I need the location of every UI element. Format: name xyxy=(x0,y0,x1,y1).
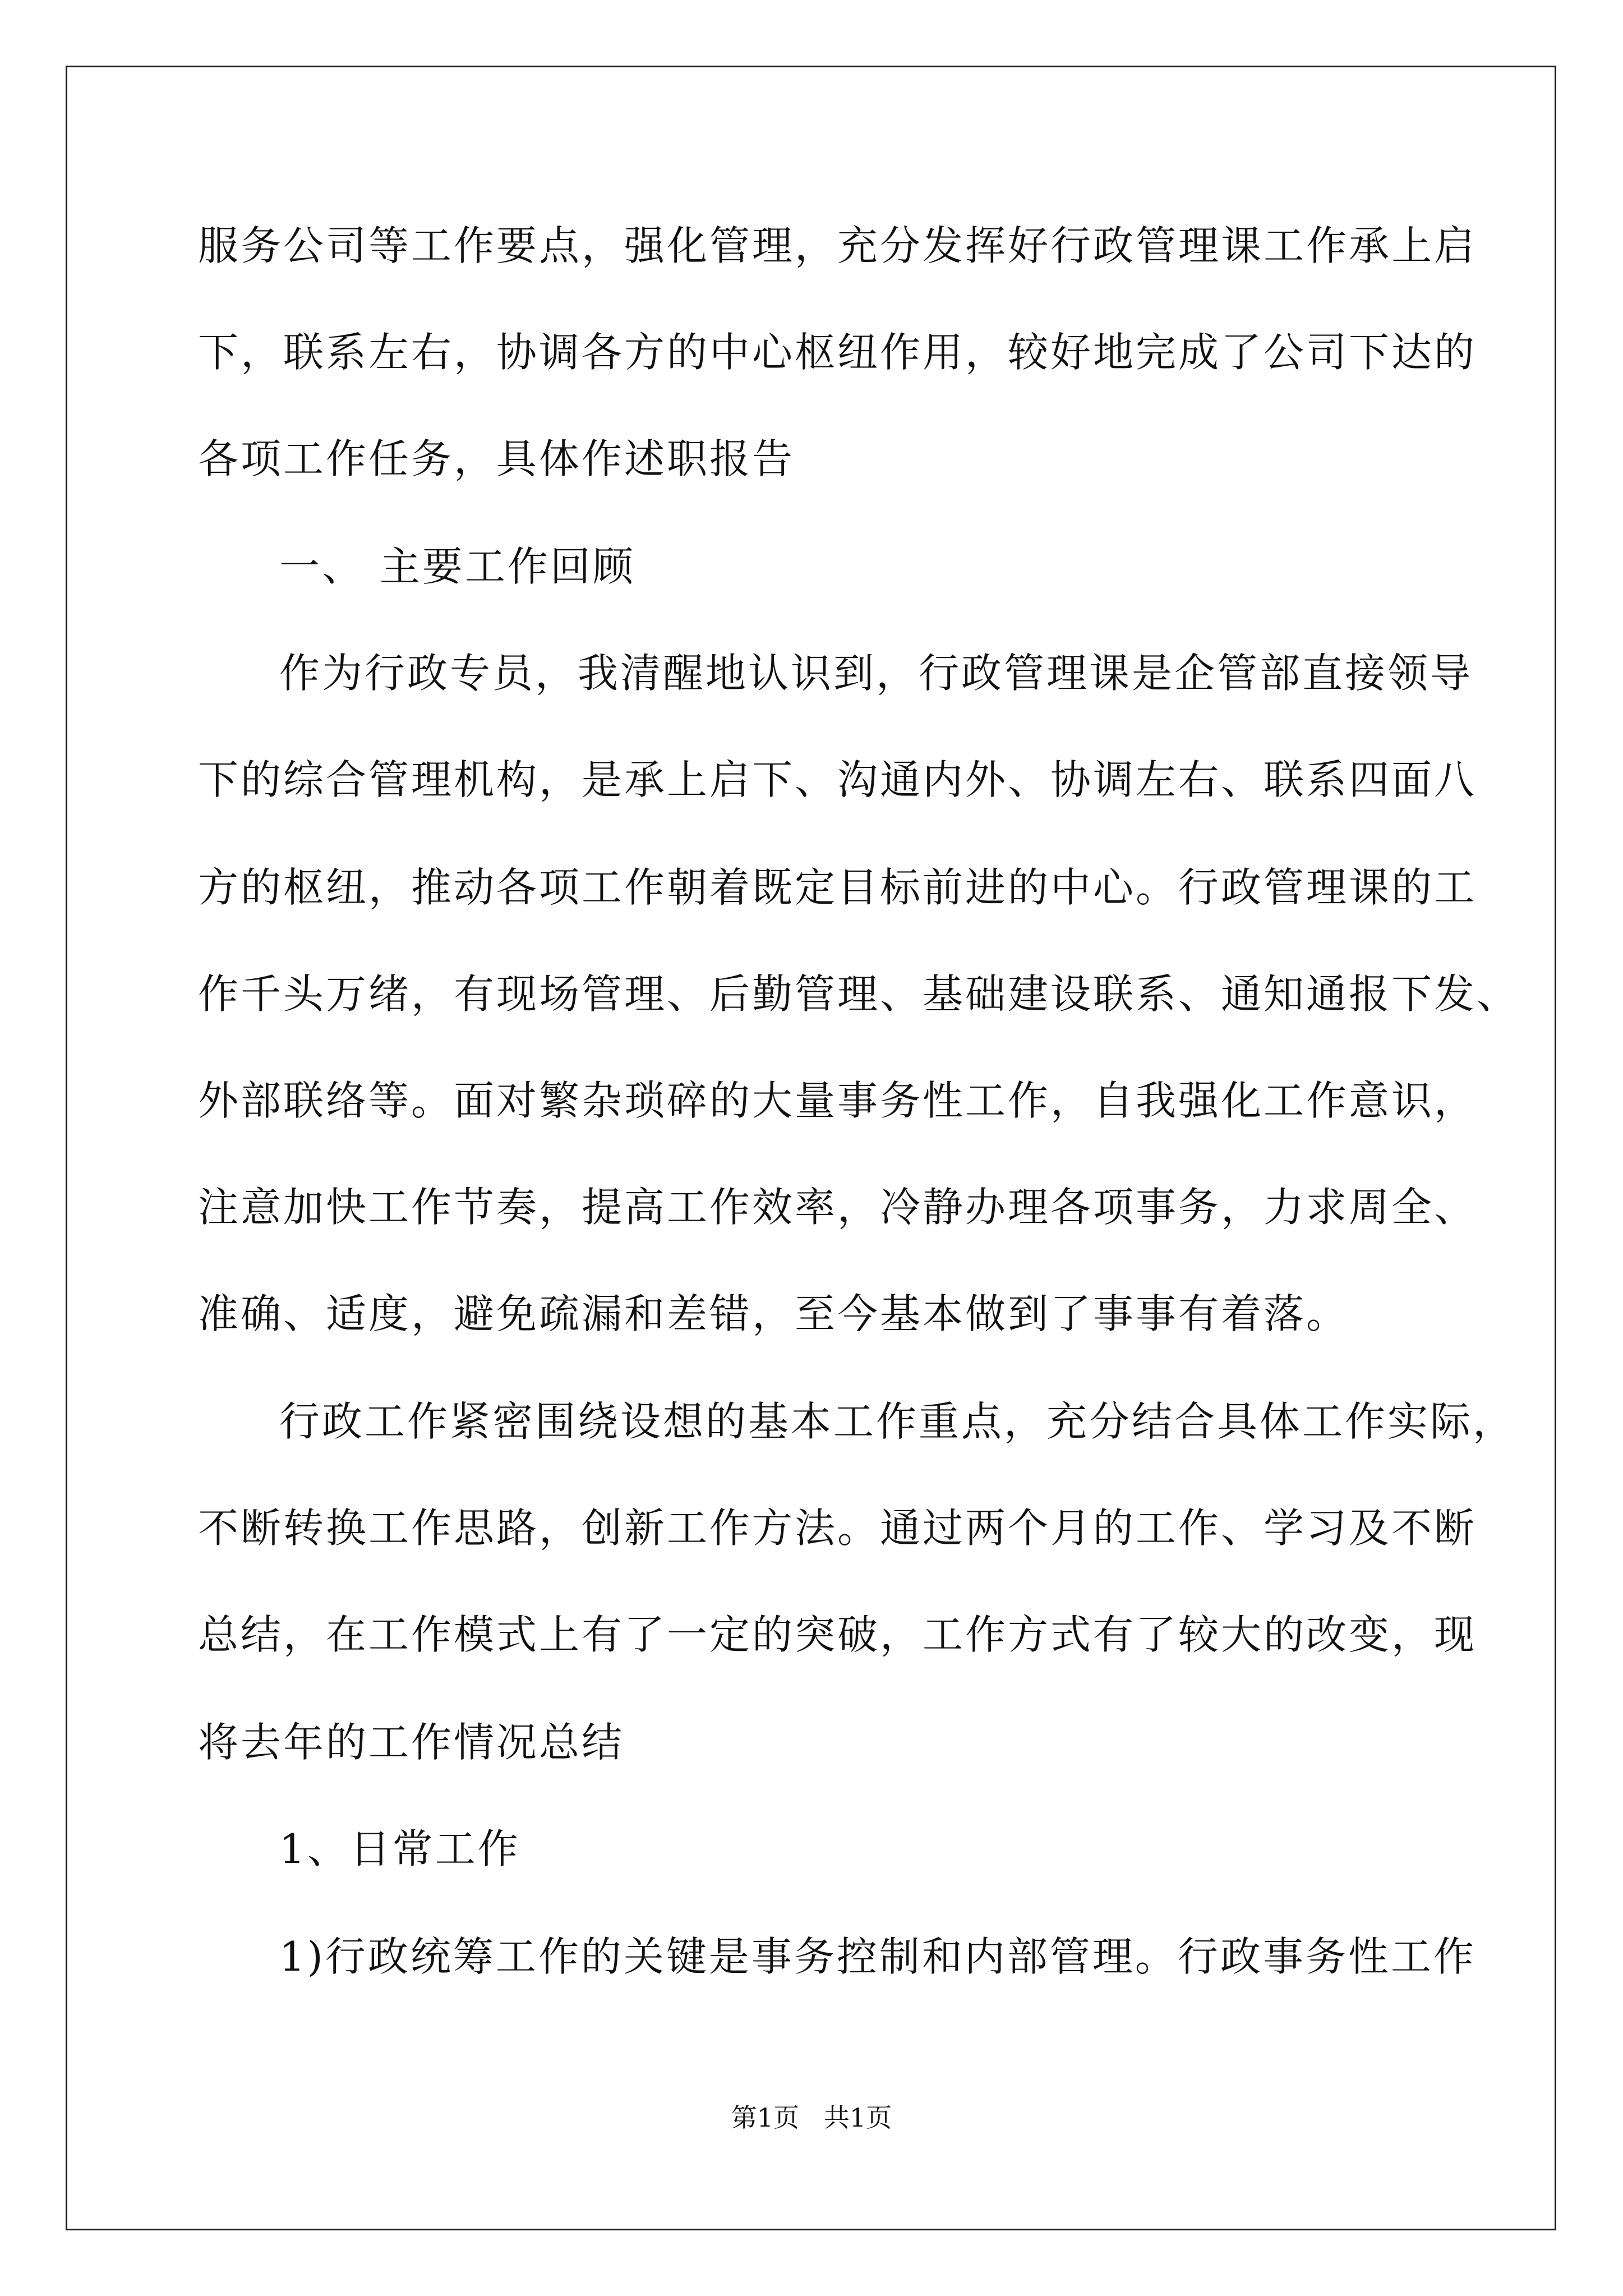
text-line: 下的综合管理机构，是承上启下、沟通内外、协调左右、联系四面八 xyxy=(198,756,1477,803)
text-line: 将去年的工作情况总结 xyxy=(198,1719,625,1766)
text-line: 作千头万绪，有现场管理、后勤管理、基础建设联系、通知通报下发、 xyxy=(198,970,1520,1018)
page-footer: 第1页 共1页 xyxy=(731,2102,892,2133)
text-line: 各项工作任务，具体作述职报告 xyxy=(198,435,795,482)
text-line: 准确、适度，避免疏漏和差错，至今基本做到了事事有着落。 xyxy=(198,1290,1349,1337)
text-line: 1)行政统筹工作的关键是事务控制和内部管理。行政事务性工作 xyxy=(279,1933,1476,1980)
text-line: 作为行政专员，我清醒地认识到，行政管理课是企管部直接领导 xyxy=(279,650,1473,697)
section-heading: 一、 主要工作回顾 xyxy=(279,543,635,590)
text-line: 总结，在工作模式上有了一定的突破，工作方式有了较大的改变，现 xyxy=(198,1611,1477,1658)
text-line: 不断转换工作思路，创新工作方法。通过两个月的工作、学习及不断 xyxy=(198,1504,1477,1552)
text-line: 下，联系左右，协调各方的中心枢纽作用，较好地完成了公司下达的 xyxy=(198,329,1477,376)
text-line: 服务公司等工作要点，强化管理，充分发挥好行政管理课工作承上启 xyxy=(198,222,1477,269)
text-line: 方的枢纽，推动各项工作朝着既定目标前进的中心。行政管理课的工 xyxy=(198,864,1477,911)
text-line: 行政工作紧密围绕设想的基本工作重点，充分结合具体工作实际， xyxy=(279,1398,1516,1445)
text-line: 注意加快工作节奏，提高工作效率，冷静办理各项事务，力求周全、 xyxy=(198,1184,1477,1231)
page-border xyxy=(66,66,1556,2230)
text-line: 外部联络等。面对繁杂琐碎的大量事务性工作，自我强化工作意识， xyxy=(198,1077,1477,1124)
subsection-heading: 1、日常工作 xyxy=(279,1825,520,1872)
